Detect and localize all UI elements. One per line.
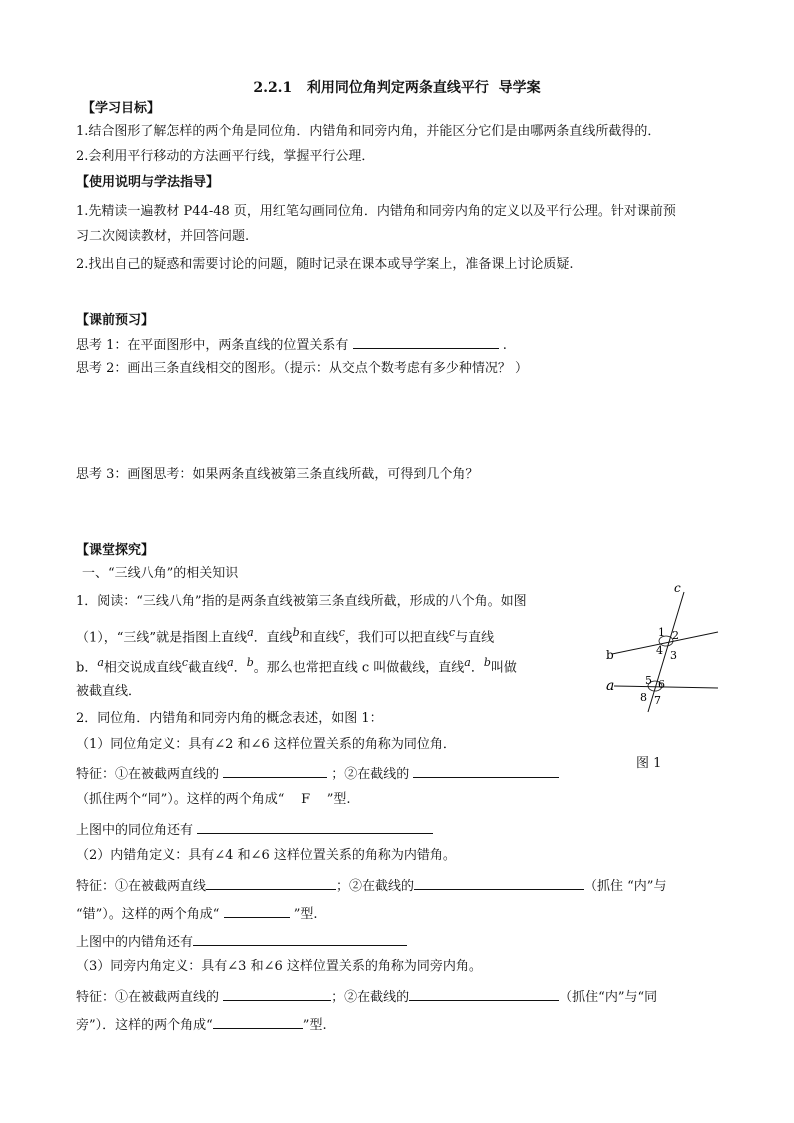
reading-line-3 [76,654,517,677]
interior-note-a: 旁”）．这样的两个角成“ [76,1018,213,1033]
preview-q1-blank[interactable] [353,334,499,349]
reading-2e: 与直线 [455,630,495,646]
alternate-more-text: 上图中的内错角还有 [76,935,194,950]
alternate-f2: ；②在截线的 [336,879,415,894]
interior-f3: （抓住“内”与“同 [559,990,658,1005]
angle-6-label: 6 [658,678,665,691]
corresponding-note-b: ”型. [326,792,351,807]
reading-3e: 。那么也常把直线 c 叫做截线，直线 [253,660,465,676]
alternate-blank-2[interactable] [414,875,584,890]
alternate-more-blank[interactable] [193,931,407,946]
explore-sub1: 一、“三线八角”的相关知识 [82,566,239,581]
guide-line-2: 习二次阅读教材，并回答问题. [76,229,250,244]
figure-label-b: b [606,648,614,662]
interior-features [76,986,657,1007]
sym-a-3: a [227,656,234,669]
figure-label-c: c [674,584,681,595]
interior-note-b: ”型. [302,1018,327,1033]
sym-a-4: a [464,656,471,669]
alternate-note [76,903,318,924]
angle-3-label: 3 [670,649,677,662]
preview-q3: 思考 3：画图思考：如果两条直线被第三条直线所截，可得到几个角？ [76,467,479,482]
reading-line-2 [76,624,494,647]
corresponding-blank-1[interactable] [223,763,327,778]
sym-c-2: c [448,626,456,639]
alternate-more [76,931,407,952]
alternate-note-b: ”型. [293,907,318,922]
objective-item-1: 1.结合图形了解怎样的两个角是同位角．内错角和同旁内角，并能区分它们是由哪两条直线所截得的． [76,124,661,139]
reading-2b: ．直线 [253,630,293,646]
reading-3g: 叫做 [490,660,517,676]
corresponding-more-blank[interactable] [197,819,433,834]
explore-header: 【课堂探究】 [76,543,155,558]
reading-line-4: 被截直线． [76,684,142,699]
sym-b-3: b [246,656,254,669]
guide-header: 【使用说明与学法指导】 [76,175,220,190]
corresponding-f1: 特征：①在被截两直线的 [76,767,220,782]
interior-def: （3）同旁内角定义：具有∠3 和∠6 这样位置关系的角称为同旁内角。 [76,959,482,974]
corresponding-features [76,763,559,784]
angle-5-label: 5 [645,674,652,687]
corresponding-f2: ；②在截线的 [331,767,410,782]
sym-c: c [338,626,345,639]
corresponding-note-a: （抓住两个“同”）。这样的两个角成“ [76,792,285,807]
reading-3a: ． [84,660,98,676]
alternate-shape-blank[interactable] [224,903,290,918]
preview-q1-end: . [502,338,507,353]
line-b [612,632,718,654]
figure-three-lines [600,584,730,714]
preview-header: 【课前预习】 [76,313,155,328]
corresponding-blank-2[interactable] [413,763,559,778]
guide-line-1: 1.先精读一遍教材 P44-48 页，用红笔勾画同位角．内错角和同旁内角的定义以及平行公理。针对课前预 [76,204,676,219]
corresponding-note [76,791,351,809]
figure-label-a: a [606,678,615,694]
angle-2-label: 2 [672,629,679,642]
line-a [614,686,718,688]
sym-b-4: b [483,656,491,669]
angle-8-label: 8 [640,691,647,704]
concept-intro: 2．同位角．内错角和同旁内角的概念表述，如图 1： [76,711,383,726]
figure-caption: 图 1 [636,756,662,771]
reading-3b: 相交说成直线 [103,660,182,676]
alternate-note-a: “错”）。这样的两个角成“ [76,907,220,922]
guide-line-3: 2.找出自己的疑惑和需要讨论的问题，随时记录在课本或导学案上，准备课上讨论质疑. [76,257,574,272]
objective-item-2: 2.会利用平行移动的方法画平行线，掌握平行公理． [76,149,375,164]
preview-q1 [76,334,507,355]
interior-blank-2[interactable] [409,986,559,1001]
alternate-blank-1[interactable] [206,875,336,890]
reading-2c: 和直线 [299,630,339,646]
sym-a-2: a [97,656,104,669]
reading-line-1: 1．阅读：“三线八角”指的是两条直线被第三条直线所截，形成的八个角。如图 [76,594,527,609]
corresponding-def: （1）同位角定义：具有∠2 和∠6 这样位置关系的角称为同位角． [76,737,456,752]
sym-c-3: c [181,656,189,669]
interior-note [76,1014,327,1035]
alternate-features [76,875,666,896]
objectives-header: 【学习目标】 [82,101,161,116]
alternate-f1: 特征：①在被截两直线 [76,879,207,894]
sym-a: a [247,626,254,639]
alternate-def: （2）内错角定义：具有∠4 和∠6 这样位置关系的角称为内错角。 [76,848,456,863]
reading-2a: （1），“三线”就是指图上直线 [76,630,248,646]
preview-q2: 思考 2：画出三条直线相交的图形。（提示：从交点个数考虑有多少种情况？ ） [76,361,529,376]
interior-f2: ；②在截线的 [331,990,410,1005]
sym-b-2: b [76,660,85,676]
interior-blank-1[interactable] [223,986,331,1001]
preview-q1-text: 思考 1：在平面图形中，两条直线的位置关系有 [76,338,349,353]
interior-shape-blank[interactable] [213,1014,303,1029]
corresponding-shape: F [301,792,311,807]
angle-4-label: 4 [656,644,663,657]
angle-1-label: 1 [658,626,665,639]
corresponding-more [76,819,433,840]
reading-3c: 截直线 [188,660,228,676]
reading-2d: ，我们可以把直线 [344,630,449,646]
interior-f1: 特征：①在被截两直线的 [76,990,220,1005]
reading-3d: ． [233,660,247,676]
alternate-f3: （抓住 “内”与 [584,879,667,894]
reading-3f: ． [470,660,484,676]
corresponding-more-text: 上图中的同位角还有 [76,823,194,838]
sym-b: b [292,626,300,639]
page-title: 2.2.1 利用同位角判定两条直线平行 导学案 [253,80,541,96]
angle-7-label: 7 [654,694,661,707]
